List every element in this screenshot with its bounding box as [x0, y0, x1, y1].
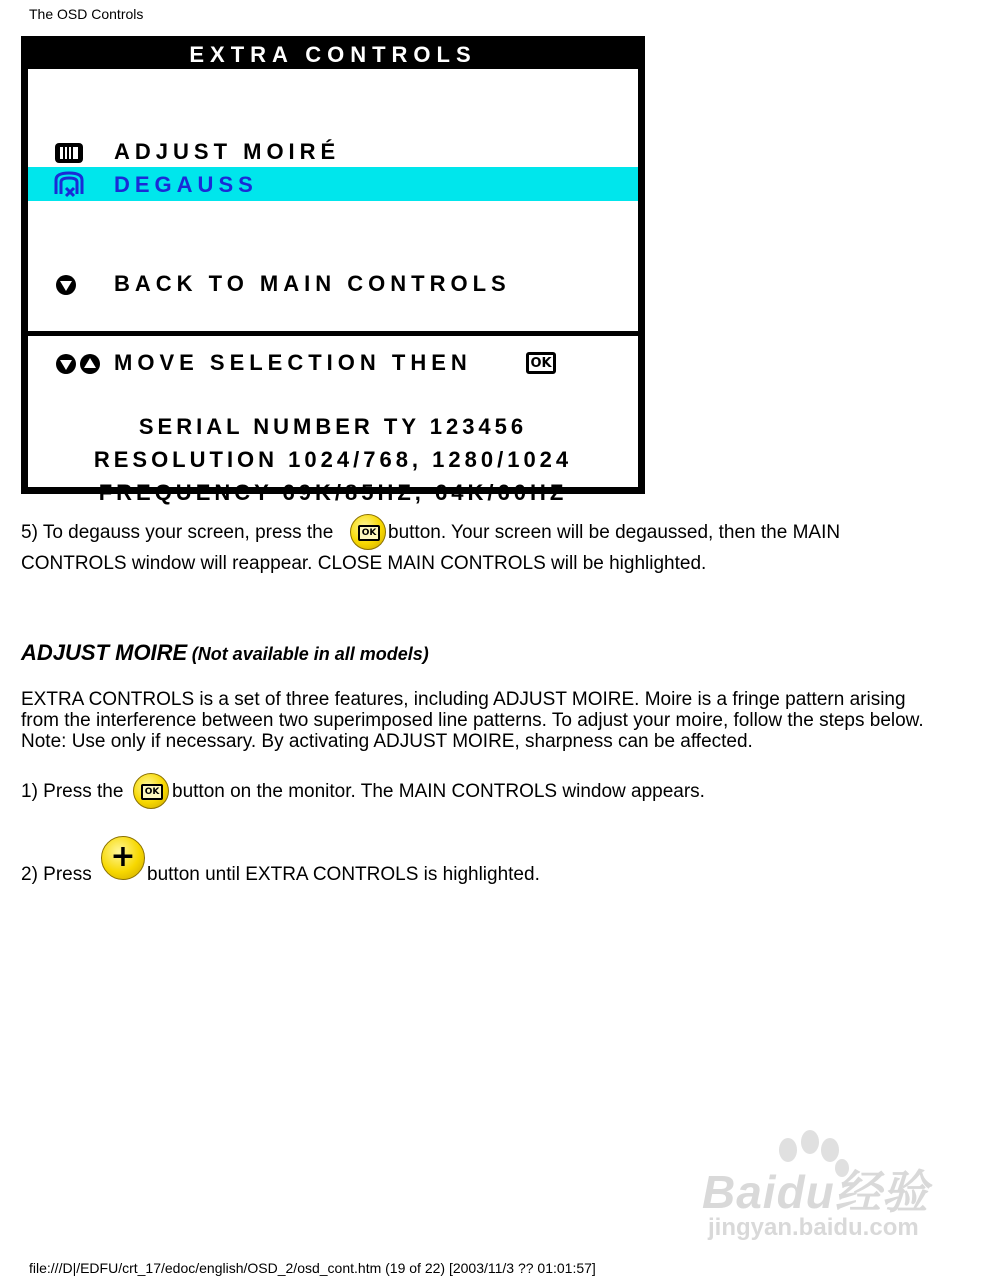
step1-part2: button on the monitor. The MAIN CONTROLS window appears. [172, 781, 705, 802]
osd-item-degauss: DEGAUSS [114, 172, 258, 197]
intro-line2: from the interference between two superimposed line patterns. To adjust your moire, follow the steps below. [21, 710, 924, 731]
degauss-icon [52, 170, 86, 198]
step2-part2: button until EXTRA CONTROLS is highlighted. [147, 864, 540, 885]
moire-icon [54, 141, 84, 165]
osd-serial-number: SERIAL NUMBER TY 123456 [138, 414, 528, 439]
down-arrow-circle-icon [54, 352, 78, 376]
watermark [688, 1128, 948, 1248]
osd-frequency: FREQUENCY 69K/85HZ, 64K/60HZ [98, 480, 568, 505]
section-title: ADJUST MOIRE [21, 640, 188, 665]
step5-part1: 5) To degauss your screen, press the [21, 522, 334, 543]
intro-line3: Note: Use only if necessary. By activating ADJUST MOIRE, sharpness can be affected. [21, 731, 753, 752]
step5-part2: button. Your screen will be degaussed, then the MAIN [388, 522, 841, 543]
page-footer: file:///D|/EDFU/crt_17/edoc/english/OSD_2/osd_cont.htm (19 of 22) [2003/11/3 ?? 01:01:57] [29, 1260, 596, 1276]
ok-icon: OK [526, 352, 556, 374]
osd-item-adjust-moire: ADJUST MOIRÉ [114, 139, 341, 164]
step5-line2: CONTROLS window will reappear. CLOSE MAIN CONTROLS will be highlighted. [21, 553, 707, 574]
up-arrow-circle-icon [78, 352, 102, 376]
down-arrow-circle-icon [54, 273, 78, 297]
osd-menu [28, 69, 638, 505]
ok-button-icon: OK [350, 514, 386, 550]
ok-button-icon: OK [133, 773, 169, 809]
osd-panel [21, 36, 645, 505]
step2-part1: 2) Press [21, 864, 92, 885]
intro-line1: EXTRA CONTROLS is a set of three features, including ADJUST MOIRE. Moire is a fringe pattern arising [21, 689, 906, 710]
osd-back-to-main: BACK TO MAIN CONTROLS [114, 271, 511, 296]
watermark-sub: jingyan.baidu.com [708, 1214, 919, 1241]
section-note: (Not available in all models) [191, 644, 429, 664]
osd-separator [28, 331, 638, 336]
page-header: The OSD Controls [29, 6, 144, 22]
osd-hint: MOVE SELECTION THEN [114, 350, 472, 375]
watermark-main: Baidu经验 [702, 1166, 929, 1218]
osd-title: EXTRA CONTROLS [189, 42, 477, 67]
step1-part1: 1) Press the [21, 781, 124, 802]
plus-button-icon: + [101, 836, 145, 880]
section-heading [21, 640, 429, 666]
osd-resolution: RESOLUTION 1024/768, 1280/1024 [93, 447, 573, 472]
